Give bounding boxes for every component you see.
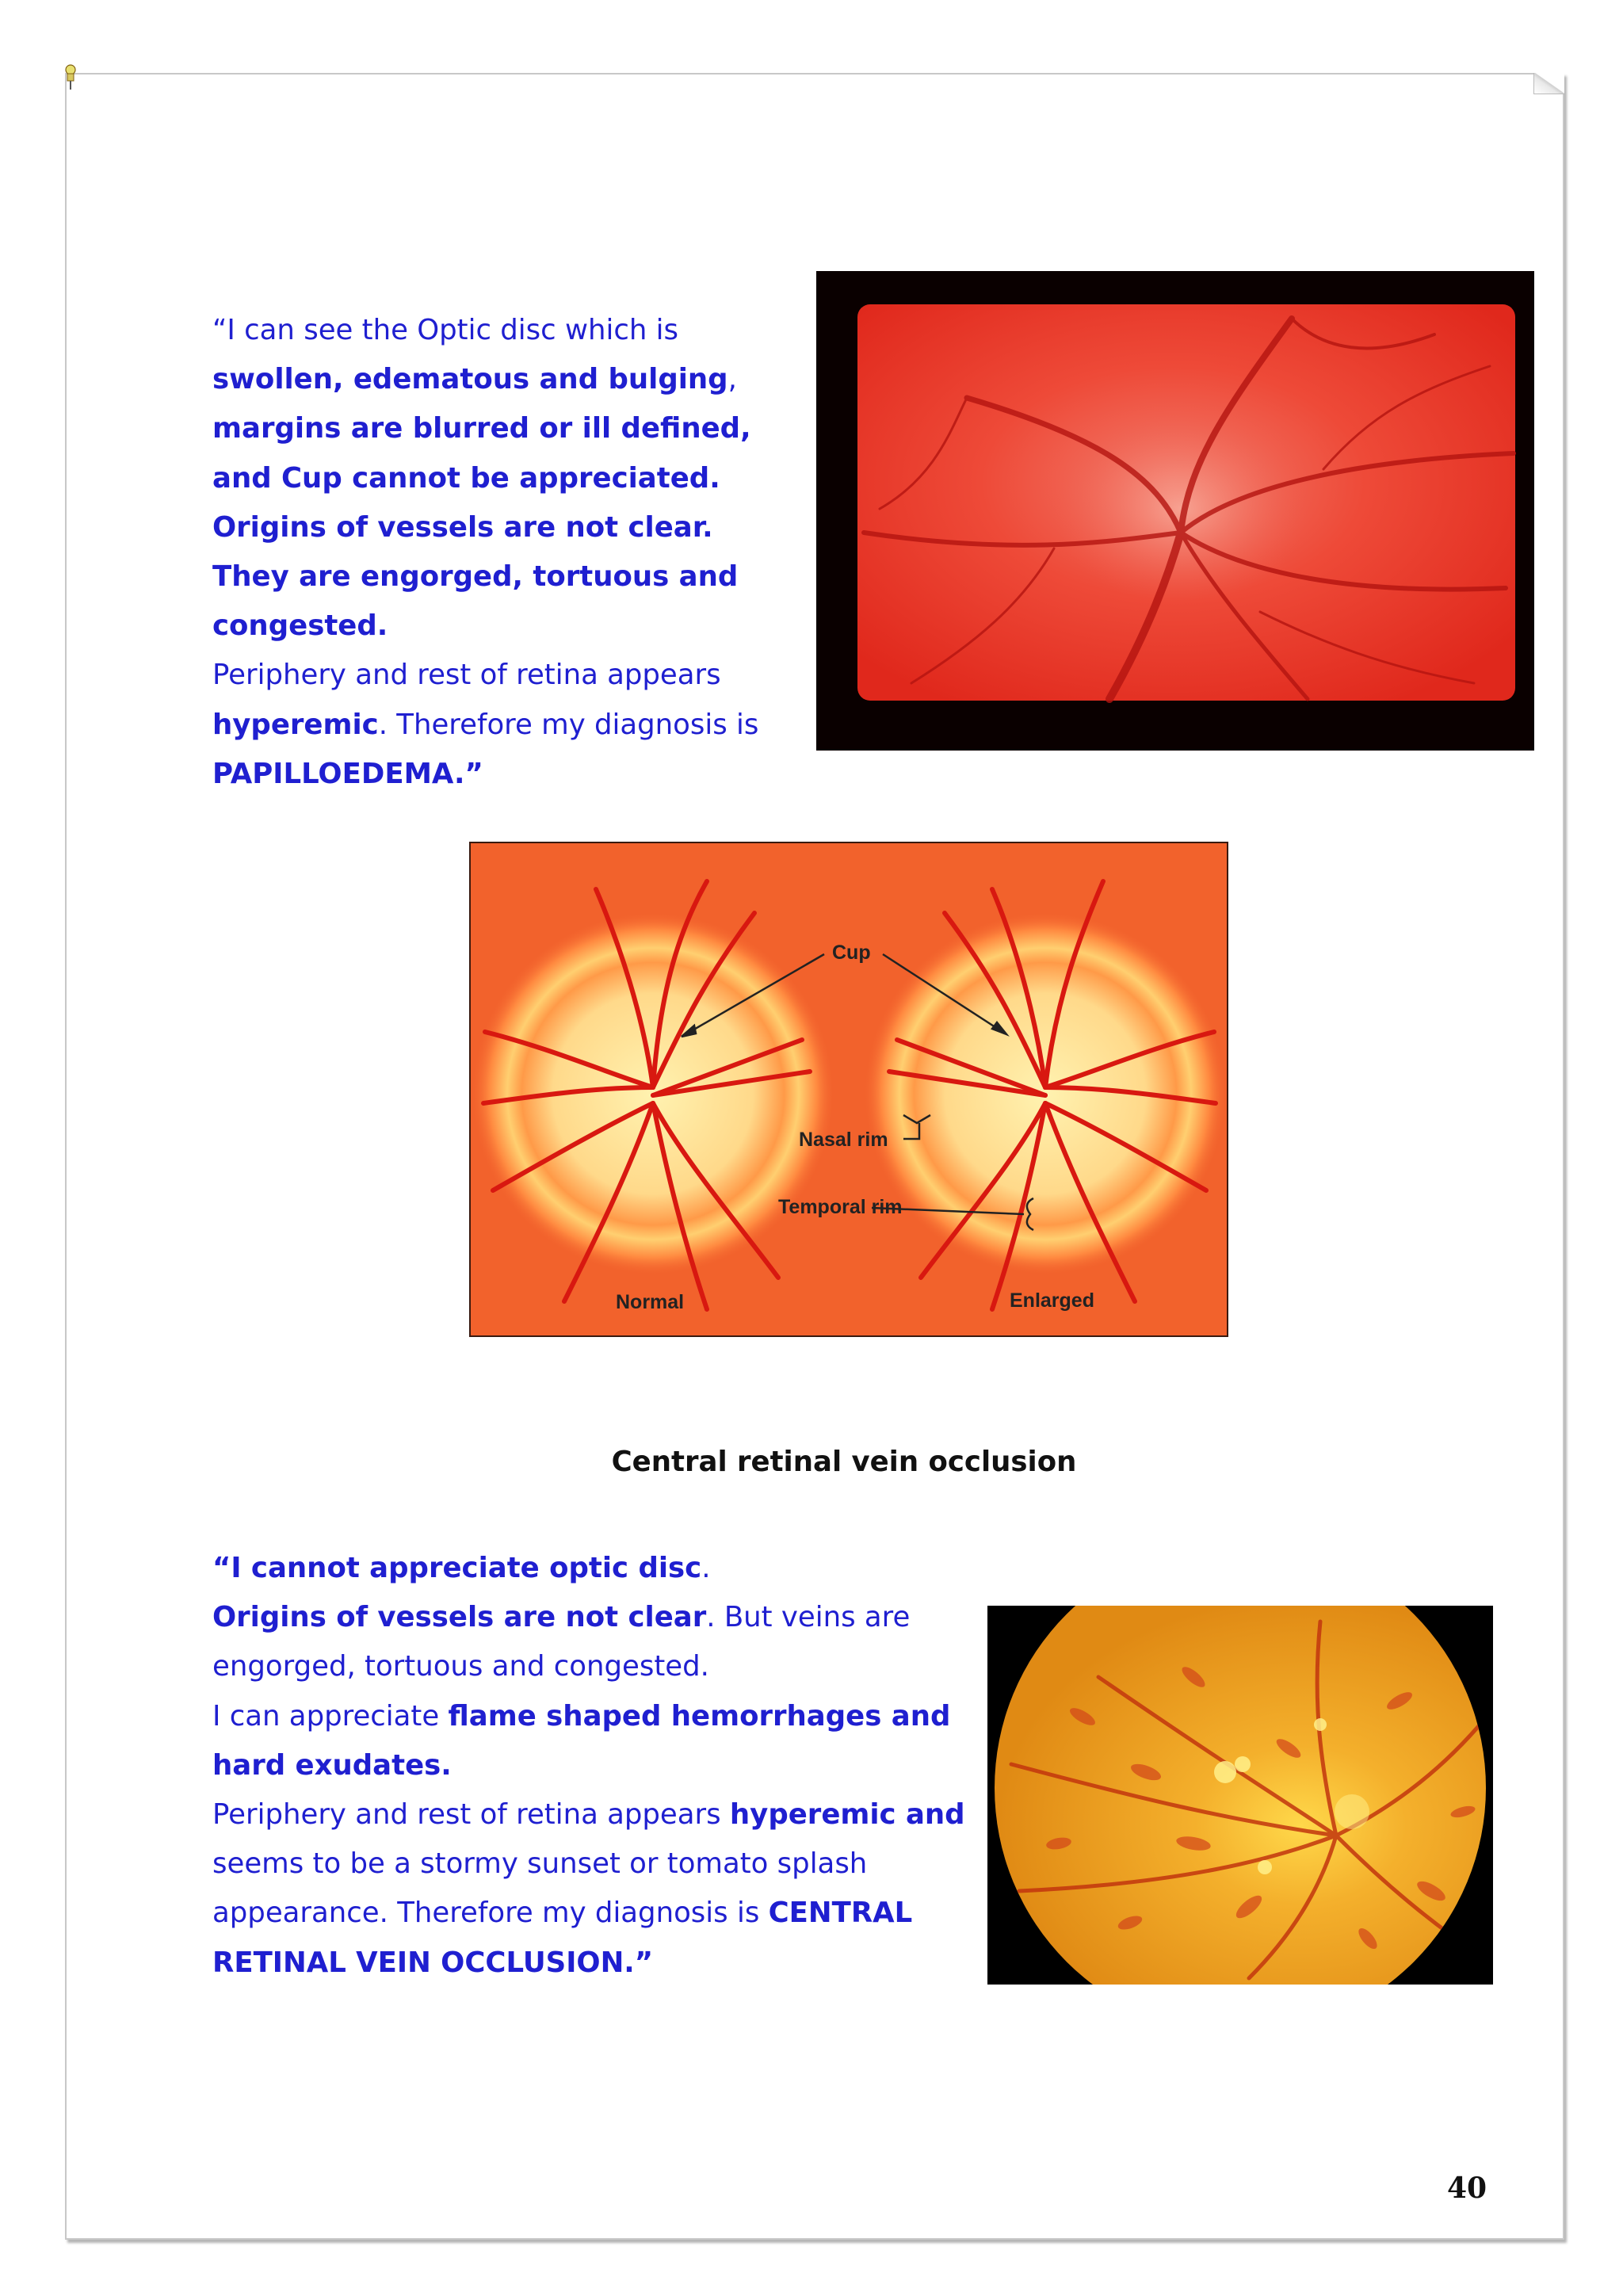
text: . Therefore my diagnosis is [378,708,759,741]
diagram-label-temporal-rim: Temporal rim [778,1196,903,1218]
bold-text: hyperemic and [729,1798,965,1832]
diagram-label-normal: Normal [616,1291,685,1313]
text: . [701,1552,711,1584]
bold-text: swollen, edematous and bulging [212,363,728,396]
bold-text: PAPILLOEDEMA.” [212,757,483,790]
crvo-description [212,1544,975,1988]
section-heading: Central retinal vein occlusion [611,1446,1077,1478]
text: , [727,363,737,396]
bold-text: Origins of vessels are not clear [212,1601,707,1634]
crvo-fundus-photo [987,1606,1493,1985]
diagram-label-enlarged: Enlarged [1010,1289,1094,1312]
text: Periphery and rest of retina appears [212,659,721,692]
text: . But veins are engorged, tortuous and congested. [212,1601,911,1683]
bold-text: flame shaped hemorrhages and hard exudates. [212,1699,951,1782]
diagram-label-nasal-rim: Nasal rim [799,1129,888,1151]
pin-icon [63,63,78,90]
bold-text: hyperemic [212,708,379,741]
optic-cup-diagram [469,842,1228,1337]
text: Periphery and rest of retina appears [212,1798,730,1832]
bold-text: margins are blurred or ill defined, and Cup cannot be appreciated. Origins of vessels are not clear. They are engorged, tortuous and congested. [212,412,751,643]
bold-text: CENTRAL RETINAL VEIN OCCLUSION.” [212,1897,913,1979]
papilloedema-fundus-photo [816,271,1534,751]
papilloedema-description [212,306,799,799]
text: seems to be a stormy sunset or tomato splash appearance. Therefore my diagnosis is [212,1847,868,1930]
text: “I can see the Optic disc which is [212,314,679,346]
page-number: 40 [1447,2172,1487,2205]
diagram-label-cup: Cup [832,942,871,964]
page-fold-corner [1533,73,1564,94]
bold-text: “I cannot appreciate optic disc [212,1552,702,1584]
text: I can appreciate [212,1699,449,1733]
